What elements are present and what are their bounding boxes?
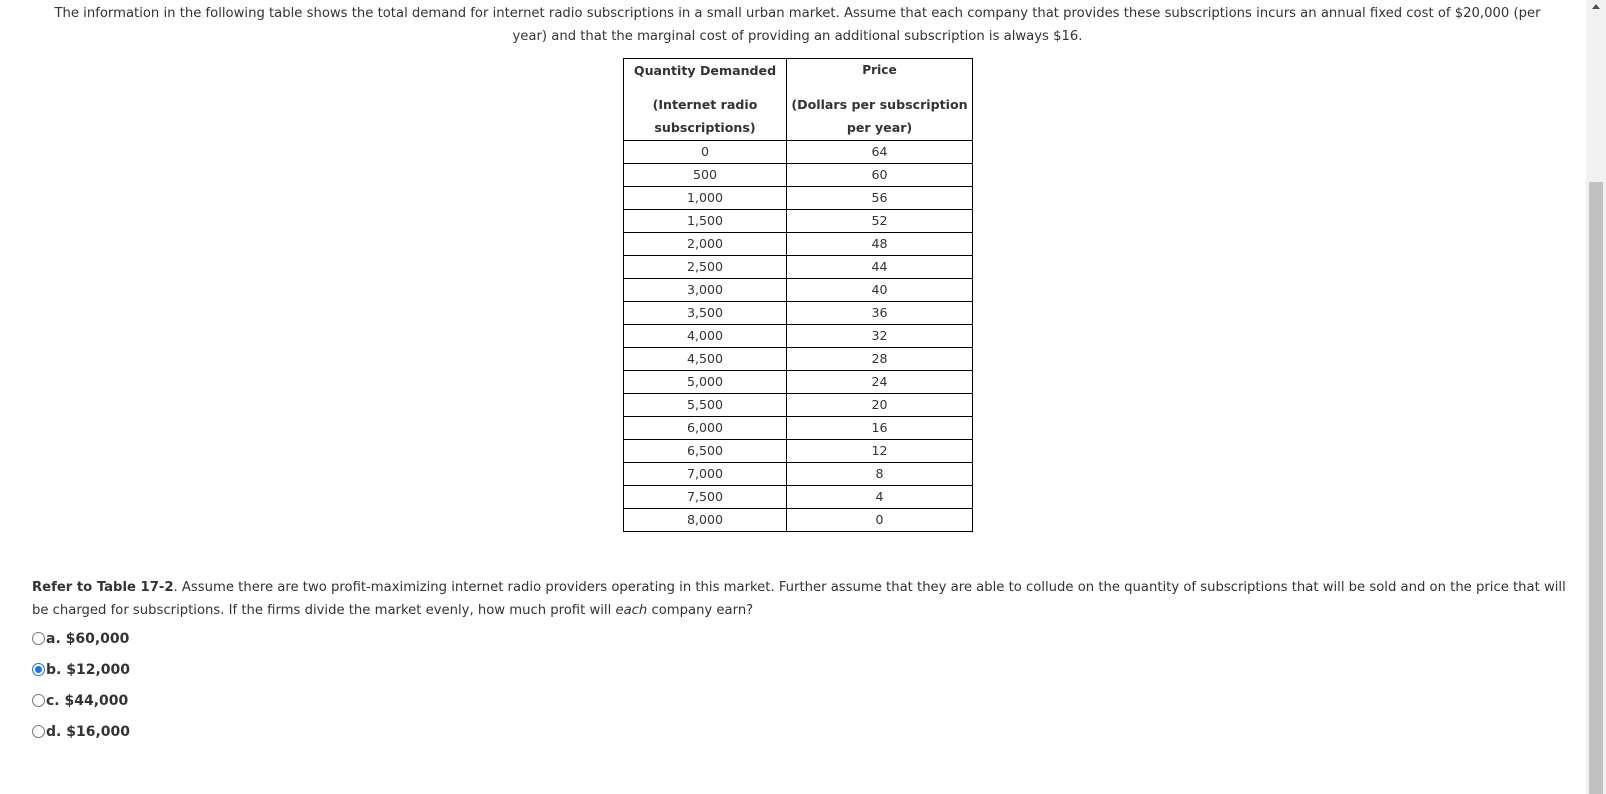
table-row xyxy=(624,394,973,417)
table-row xyxy=(624,486,973,509)
table-row xyxy=(624,187,973,210)
radio-option-a[interactable] xyxy=(32,632,45,645)
table-reference: Refer to Table 17-2 xyxy=(32,580,174,595)
question-emphasis: each xyxy=(615,603,648,618)
option-d-label[interactable]: d. $16,000 xyxy=(46,723,130,740)
table-body xyxy=(624,141,973,532)
table-row xyxy=(624,325,973,348)
radio-option-d[interactable] xyxy=(32,725,45,738)
cell-price: 24 xyxy=(787,371,973,394)
cell-quantity: 2,500 xyxy=(624,256,787,279)
demand-table xyxy=(623,58,973,532)
header-price xyxy=(787,59,973,141)
question-text-part1: . Assume there are two profit-maximizing internet radio providers operating in this market. Further assume that they are able to collude on the quantity of subscriptions that will be sold and on the price that will be charged for subscriptions. If the firms divide the market evenly, how much profit will xyxy=(32,580,1566,618)
cell-quantity: 5,500 xyxy=(624,394,787,417)
table-row xyxy=(624,279,973,302)
cell-price: 28 xyxy=(787,348,973,371)
cell-quantity: 3,500 xyxy=(624,302,787,325)
radio-option-c[interactable] xyxy=(32,694,45,707)
table-row xyxy=(624,141,973,164)
table-row xyxy=(624,256,973,279)
cell-price: 44 xyxy=(787,256,973,279)
cell-quantity: 8,000 xyxy=(624,509,787,532)
table-row xyxy=(624,417,973,440)
cell-price: 0 xyxy=(787,509,973,532)
table-row xyxy=(624,348,973,371)
cell-price: 4 xyxy=(787,486,973,509)
radio-option-b[interactable] xyxy=(32,663,45,676)
table-row xyxy=(624,164,973,187)
cell-price: 20 xyxy=(787,394,973,417)
cell-price: 40 xyxy=(787,279,973,302)
cell-price: 64 xyxy=(787,141,973,164)
cell-quantity: 7,500 xyxy=(624,486,787,509)
cell-quantity: 6,000 xyxy=(624,417,787,440)
option-a-label[interactable]: a. $60,000 xyxy=(46,630,130,647)
demand-table-wrapper xyxy=(623,58,973,532)
cell-quantity: 2,000 xyxy=(624,233,787,256)
cell-price: 60 xyxy=(787,164,973,187)
cell-quantity: 6,500 xyxy=(624,440,787,463)
table-row xyxy=(624,302,973,325)
cell-price: 16 xyxy=(787,417,973,440)
cell-quantity: 4,000 xyxy=(624,325,787,348)
option-b[interactable] xyxy=(32,654,130,685)
header-quantity xyxy=(624,59,787,141)
table-header-row xyxy=(624,59,973,141)
header-price-subtitle: (Dollars per subscription per year) xyxy=(791,97,968,135)
table-row xyxy=(624,463,973,486)
cell-price: 36 xyxy=(787,302,973,325)
table-row xyxy=(624,210,973,233)
question-text-part2: company earn? xyxy=(647,603,754,618)
scroll-up-arrow-icon[interactable] xyxy=(1592,4,1600,9)
table-row xyxy=(624,371,973,394)
cell-price: 48 xyxy=(787,233,973,256)
option-a[interactable] xyxy=(32,623,130,654)
cell-price: 52 xyxy=(787,210,973,233)
cell-quantity: 1,000 xyxy=(624,187,787,210)
table-row xyxy=(624,440,973,463)
question-text xyxy=(32,576,1567,622)
answer-options xyxy=(32,623,130,747)
vertical-scrollbar[interactable] xyxy=(1586,0,1606,794)
cell-price: 32 xyxy=(787,325,973,348)
option-c[interactable] xyxy=(32,685,130,716)
table-row xyxy=(624,233,973,256)
cell-quantity: 500 xyxy=(624,164,787,187)
cell-quantity: 5,000 xyxy=(624,371,787,394)
option-b-label[interactable]: b. $12,000 xyxy=(46,661,130,678)
option-c-label[interactable]: c. $44,000 xyxy=(46,692,129,709)
cell-price: 12 xyxy=(787,440,973,463)
cell-quantity: 0 xyxy=(624,141,787,164)
cell-price: 56 xyxy=(787,187,973,210)
cell-price: 8 xyxy=(787,463,973,486)
option-d[interactable] xyxy=(32,716,130,747)
cell-quantity: 7,000 xyxy=(624,463,787,486)
table-row xyxy=(624,509,973,532)
intro-text: The information in the following table shows the total demand for internet radio subscriptions in a small urban market. Assume that each company that provides these subscriptions incurs an annual fixed cost of $20,000 (per year) and that the marginal cost of providing an additional subscription is always $16. xyxy=(54,6,1541,44)
cell-quantity: 4,500 xyxy=(624,348,787,371)
scrollbar-thumb[interactable] xyxy=(1589,182,1603,794)
header-quantity-subtitle: (Internet radio subscriptions) xyxy=(652,97,758,135)
header-price-title: Price xyxy=(862,63,897,77)
cell-quantity: 3,000 xyxy=(624,279,787,302)
cell-quantity: 1,500 xyxy=(624,210,787,233)
header-quantity-title: Quantity Demanded xyxy=(633,63,777,78)
